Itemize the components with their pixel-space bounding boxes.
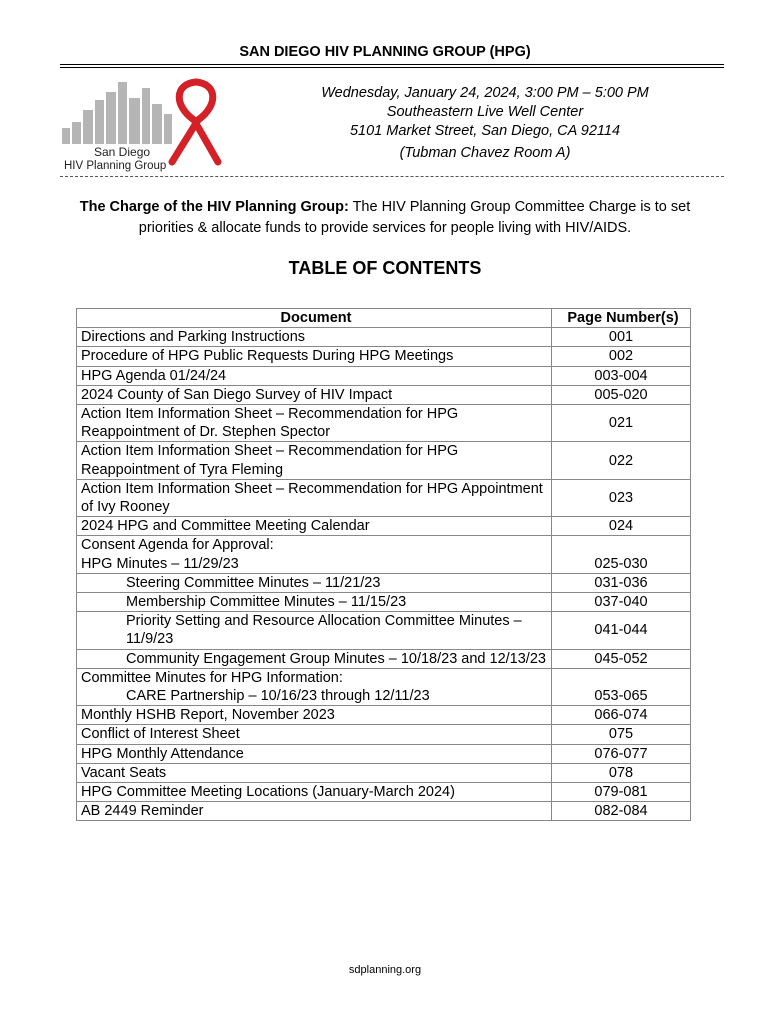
table-row — [77, 517, 691, 536]
toc-document-cell — [77, 573, 552, 592]
toc-page-numbers: 079-081 — [552, 783, 691, 802]
toc-document-cell — [77, 366, 552, 385]
table-row — [77, 536, 691, 573]
toc-document-cell — [77, 328, 552, 347]
table-row — [77, 442, 691, 479]
toc-page-numbers: 005-020 — [552, 385, 691, 404]
hpg-logo — [56, 70, 236, 176]
toc-document-name: Vacant Seats — [81, 764, 167, 781]
logo-text-line1: San Diego — [94, 145, 151, 159]
footer-url: sdplanning.org — [348, 964, 422, 976]
toc-document-name: Action Item Information Sheet – Recommendation for HPG Reappointment of Dr. Stephen Spector — [81, 406, 459, 441]
meeting-datetime: Wednesday, January 24, 2024, 3:00 PM – 5:00 PM — [321, 85, 649, 101]
toc-page-numbers: 021 — [552, 405, 691, 442]
toc-document-name: Priority Setting and Resource Allocation Committee Minutes – 11/9/23 — [126, 613, 522, 648]
column-header-document: Document — [77, 309, 552, 328]
toc-header-row — [77, 309, 691, 328]
toc-document-cell — [77, 347, 552, 366]
toc-document-name: Steering Committee Minutes – 11/21/23 — [126, 574, 381, 591]
charge-statement — [60, 197, 710, 239]
toc-page-numbers: 003-004 — [552, 366, 691, 385]
logo-text-line2: HIV Planning Group — [64, 160, 167, 172]
meeting-address: 5101 Market Street, San Diego, CA 92114 — [349, 123, 621, 139]
toc-page-numbers: 053-065 — [552, 668, 691, 705]
toc-page-numbers: 023 — [552, 479, 691, 516]
table-row — [77, 593, 691, 612]
table-row — [77, 573, 691, 592]
toc-document-cell — [77, 385, 552, 404]
toc-page-numbers: 076-077 — [552, 744, 691, 763]
table-row — [77, 366, 691, 385]
toc-page-numbers: 078 — [552, 763, 691, 782]
toc-page-numbers: 024 — [552, 517, 691, 536]
toc-document-name: HPG Minutes – 11/29/23 — [81, 555, 239, 572]
meeting-room: (Tubman Chavez Room A) — [399, 145, 571, 161]
toc-document-cell — [77, 706, 552, 725]
toc-page-numbers: 045-052 — [552, 649, 691, 668]
toc-section-heading: Consent Agenda for Approval: — [81, 537, 274, 554]
toc-document-name: Directions and Parking Instructions — [81, 329, 306, 346]
toc-document-cell — [77, 593, 552, 612]
toc-document-cell — [77, 744, 552, 763]
table-row — [77, 763, 691, 782]
table-row — [77, 744, 691, 763]
table-row — [77, 612, 691, 649]
toc-document-cell — [77, 612, 552, 649]
header-rule — [60, 64, 724, 65]
table-row — [77, 725, 691, 744]
charge-label: The Charge of the HIV Planning Group: — [79, 199, 349, 215]
meeting-info — [300, 84, 670, 163]
toc-document-name: AB 2449 Reminder — [81, 803, 204, 820]
table-row — [77, 802, 691, 821]
header-rule-thin — [60, 67, 724, 68]
toc-page-numbers: 022 — [552, 442, 691, 479]
toc-page-numbers: 002 — [552, 347, 691, 366]
toc-page-numbers: 041-044 — [552, 612, 691, 649]
skyline-graphic — [62, 82, 172, 144]
table-row — [77, 385, 691, 404]
table-row — [77, 405, 691, 442]
toc-page-numbers: 001 — [552, 328, 691, 347]
toc-body — [77, 328, 691, 821]
toc-document-name: Action Item Information Sheet – Recommendation for HPG Appointment of Ivy Rooney — [81, 480, 543, 516]
toc-document-cell — [77, 442, 552, 479]
toc-page-numbers: 025-030 — [552, 536, 691, 573]
charge-text: The HIV Planning Group Committee Charge is to set priorities & allocate funds to provide services for people living with HIV/AIDS. — [138, 199, 691, 236]
toc-document-name: HPG Committee Meeting Locations (January-March 2024) — [81, 784, 455, 801]
toc-page-numbers: 082-084 — [552, 802, 691, 821]
toc-document-cell — [77, 479, 552, 516]
red-ribbon-icon — [172, 82, 218, 162]
toc-document-name: Conflict of Interest Sheet — [81, 726, 240, 743]
toc-document-name: 2024 HPG and Committee Meeting Calendar — [81, 518, 370, 535]
table-row — [77, 328, 691, 347]
toc-page-numbers: 037-040 — [552, 593, 691, 612]
toc-document-name: CARE Partnership – 10/16/23 through 12/11/23 — [126, 688, 430, 705]
toc-document-cell — [77, 783, 552, 802]
toc-document-name: HPG Monthly Attendance — [81, 745, 244, 762]
table-row — [77, 479, 691, 516]
toc-document-cell — [77, 536, 552, 573]
table-row — [77, 649, 691, 668]
meeting-venue: Southeastern Live Well Center — [386, 104, 584, 120]
toc-page-numbers: 075 — [552, 725, 691, 744]
toc-table — [76, 308, 691, 821]
toc-document-cell — [77, 405, 552, 442]
header-divider — [60, 176, 724, 177]
table-row — [77, 668, 691, 705]
toc-document-name: HPG Agenda 01/24/24 — [81, 367, 227, 384]
toc-document-name: Monthly HSHB Report, November 2023 — [81, 707, 335, 724]
toc-document-cell — [77, 517, 552, 536]
document-title: SAN DIEGO HIV PLANNING GROUP (HPG) — [239, 44, 531, 60]
toc-page-numbers: 066-074 — [552, 706, 691, 725]
toc-document-cell — [77, 802, 552, 821]
toc-document-cell — [77, 763, 552, 782]
toc-page-numbers: 031-036 — [552, 573, 691, 592]
toc-document-name: Membership Committee Minutes – 11/15/23 — [126, 594, 407, 611]
toc-title: TABLE OF CONTENTS — [288, 258, 482, 278]
toc-document-cell — [77, 725, 552, 744]
column-header-pages: Page Number(s) — [552, 309, 691, 328]
toc-document-name: Community Engagement Group Minutes – 10/18/23 and 12/13/23 — [126, 650, 546, 667]
table-row — [77, 783, 691, 802]
toc-section-heading: Committee Minutes for HPG Information: — [81, 669, 343, 686]
toc-document-cell — [77, 649, 552, 668]
table-row — [77, 347, 691, 366]
toc-document-cell — [77, 668, 552, 705]
table-row — [77, 706, 691, 725]
toc-document-name: 2024 County of San Diego Survey of HIV Impact — [81, 386, 393, 403]
toc-document-name: Action Item Information Sheet – Recommendation for HPG Reappointment of Tyra Fleming — [81, 443, 459, 478]
toc-document-name: Procedure of HPG Public Requests During HPG Meetings — [81, 348, 454, 365]
